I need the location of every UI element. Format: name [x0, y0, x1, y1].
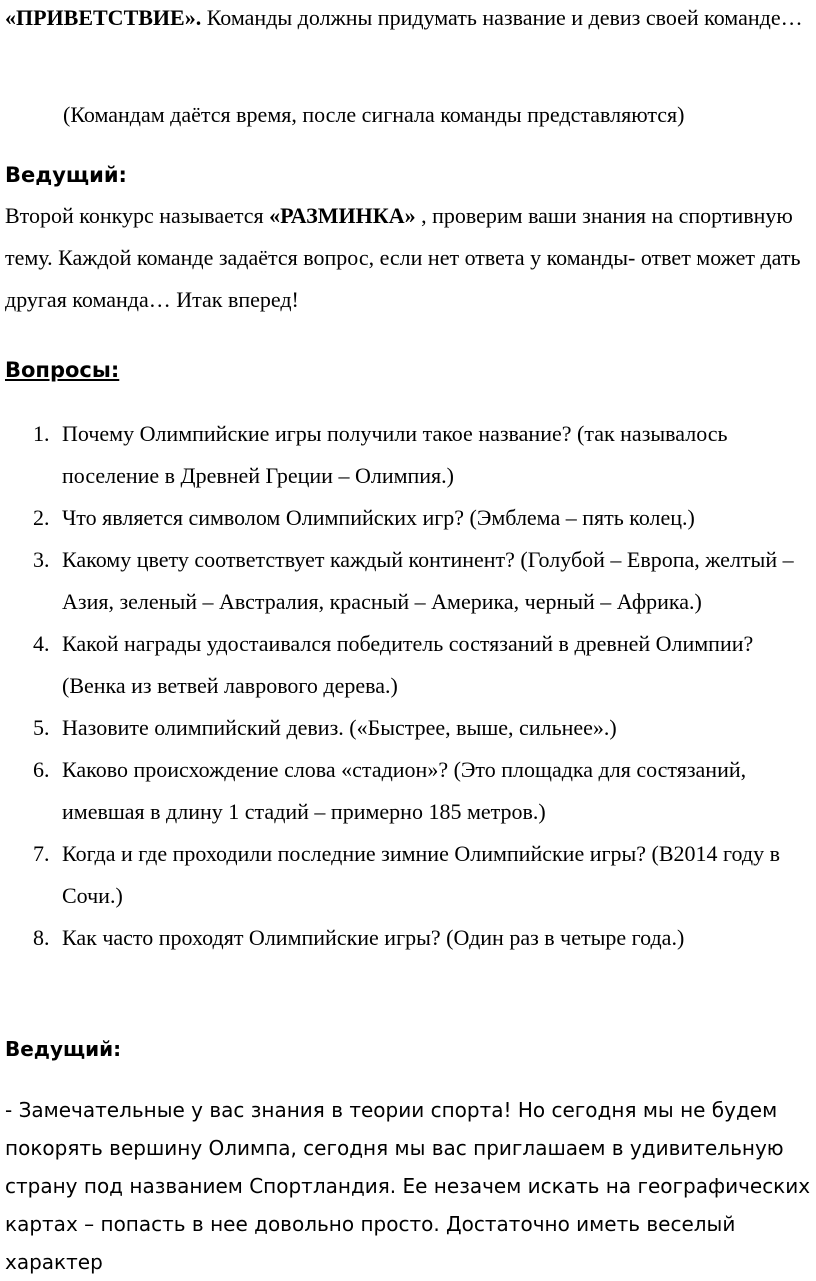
greeting-label: «ПРИВЕТСТВИЕ».: [5, 5, 202, 30]
questions-list: [0, 413, 800, 959]
question-item: [0, 917, 800, 959]
question-number: 3.: [33, 547, 50, 572]
question-text: Что является символом Олимпийских игр? (Эмблема – пять колец.): [62, 505, 695, 530]
question-item: [0, 707, 800, 749]
question-number: 1.: [33, 421, 50, 446]
teams-note: (Командам даётся время, после сигнала команды представляются): [63, 102, 685, 127]
question-item: [0, 623, 800, 707]
question-item: [0, 413, 800, 497]
question-text: Почему Олимпийские игры получили такое название? (так называлось поселение в Древней Греции – Олимпия.): [62, 421, 728, 488]
question-item: [0, 539, 800, 623]
question-text: Какому цвету соответствует каждый континент? (Голубой – Европа, желтый – Азия, зеленый – Австралия, красный – Америка, черный – Африка.): [62, 547, 794, 614]
question-number: 7.: [33, 841, 50, 866]
question-text: Какой награды удостаивался победитель состязаний в древней Олимпии? (Венка из ветвей лаврового дерева.): [62, 631, 754, 698]
host-speech-paragraph: - Замечательные у вас знания в теории спорта! Но сегодня мы не будем покорять вершину Олимпа, сегодня мы вас приглашаем в удивительную страну под названием Спортландия. Ее незачем искать на географических картах – попасть в нее довольно просто. Достаточно иметь веселый характер: [5, 1098, 811, 1274]
greeting-paragraph: [5, 0, 811, 39]
question-number: 5.: [33, 715, 50, 740]
host-label: Ведущий:: [5, 163, 127, 187]
host-label-second: Ведущий:: [5, 1037, 122, 1061]
question-number: 8.: [33, 925, 50, 950]
contest-name: «РАЗМИНКА»: [269, 203, 416, 228]
question-text: Каково происхождение слова «стадион»? (Это площадка для состязаний, имевшая в длину 1 стадий – примерно 185 метров.): [62, 757, 747, 824]
question-number: 2.: [33, 505, 50, 530]
question-text: Когда и где проходили последние зимние Олимпийские игры? (В2014 году в Сочи.): [62, 841, 780, 908]
question-item: [0, 749, 800, 833]
question-item: [0, 497, 800, 539]
question-text: Назовите олимпийский девиз. («Быстрее, выше, сильнее».): [62, 715, 617, 740]
contest-intro: Второй конкурс называется: [5, 203, 270, 228]
questions-heading: Вопросы:: [5, 358, 120, 382]
question-item: [0, 833, 800, 917]
contest-paragraph: [5, 195, 811, 321]
greeting-text: Команды должны придумать название и девиз своей команде…: [201, 5, 803, 30]
question-text: Как часто проходят Олимпийские игры? (Один раз в четыре года.): [62, 925, 685, 950]
question-number: 6.: [33, 757, 50, 782]
question-number: 4.: [33, 631, 50, 656]
contest-description: , проверим ваши знания на спортивную тему. Каждой команде задаётся вопрос, если нет ответа у команды- ответ может дать другая команда… Итак вперед!: [5, 203, 801, 312]
